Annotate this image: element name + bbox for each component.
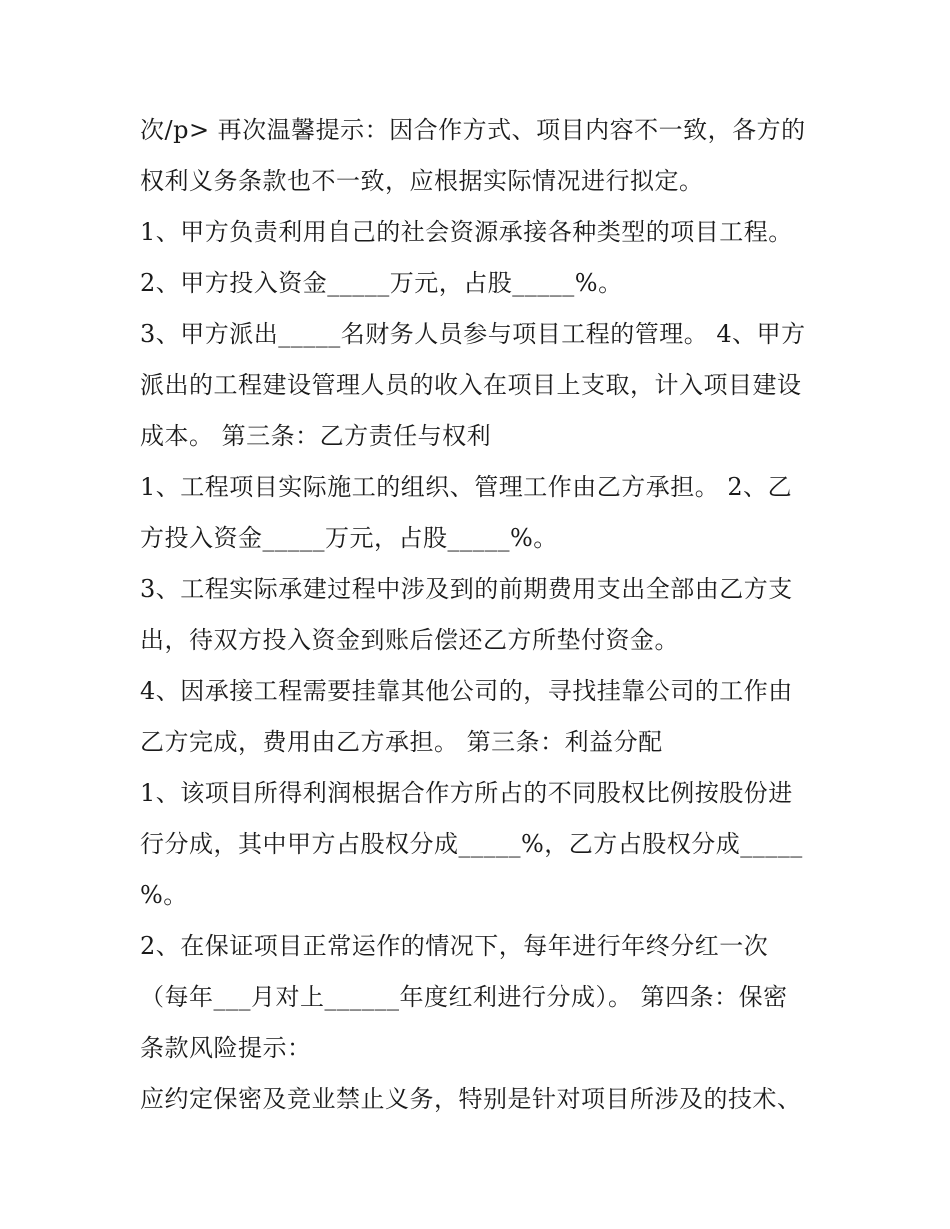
text-line: 次/p> 再次温馨提示：因合作方式、项目内容不一致，各方的 — [140, 116, 806, 144]
text-line: 1、甲方负责利用自己的社会资源承接各种类型的项目工程。 — [140, 218, 793, 246]
text-line: 1、该项目所得利润根据合作方所占的不同股权比例按股份进 — [140, 779, 793, 807]
text-line: （每年___月对上______年度红利进行分成）。 第四条：保密 — [140, 983, 788, 1011]
text-line: 应约定保密及竞业禁止义务，特别是针对项目所涉及的技术、 — [140, 1085, 802, 1113]
text-line: 3、甲方派出_____名财务人员参与项目工程的管理。 4、甲方 — [140, 320, 806, 348]
document-body — [140, 105, 820, 1125]
text-line: 出，待双方投入资金到账后偿还乙方所垫付资金。 — [140, 626, 679, 654]
text-line: 2、甲方投入资金_____万元，占股_____%。 — [140, 269, 623, 297]
text-line: 派出的工程建设管理人员的收入在项目上支取，计入项目建设 — [140, 371, 802, 399]
text-line: 行分成，其中甲方占股权分成_____%，乙方占股权分成_____ — [140, 830, 803, 858]
text-line: 2、在保证项目正常运作的情况下，每年进行年终分红一次 — [140, 932, 769, 960]
text-line: %。 — [140, 881, 188, 909]
text-line: 权利义务条款也不一致，应根据实际情况进行拟定。 — [140, 167, 704, 195]
text-line: 3、工程实际承建过程中涉及到的前期费用支出全部由乙方支 — [140, 575, 793, 603]
text-line: 乙方完成，费用由乙方承担。 第三条：利益分配 — [140, 728, 663, 756]
text-line: 1、工程项目实际施工的组织、管理工作由乙方承担。 2、乙 — [140, 473, 793, 501]
text-line: 方投入资金_____万元，占股_____%。 — [140, 524, 558, 552]
text-line: 成本。 第三条：乙方责任与权利 — [140, 422, 492, 450]
text-line: 条款风险提示： — [140, 1034, 312, 1062]
text-line: 4、因承接工程需要挂靠其他公司的，寻找挂靠公司的工作由 — [140, 677, 793, 705]
